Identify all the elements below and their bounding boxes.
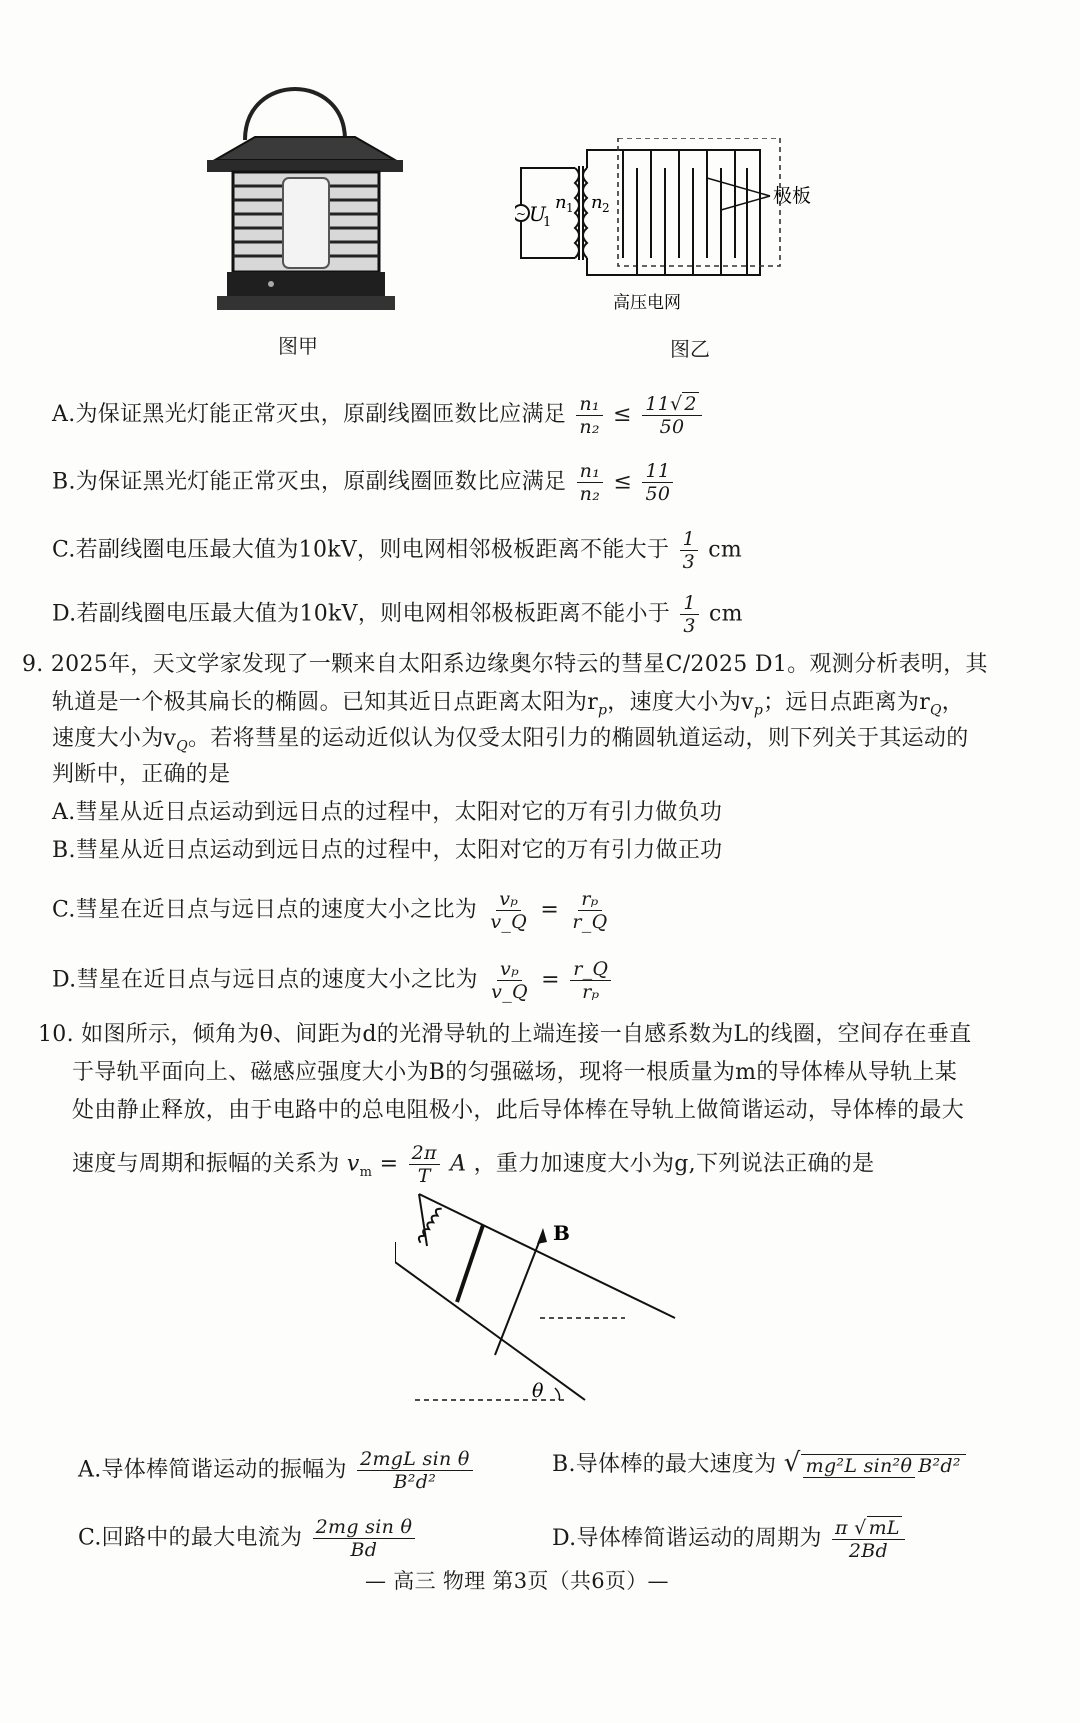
q9-stem-line4: 判断中，正确的是	[52, 762, 231, 787]
grid-label: 高压电网	[613, 293, 681, 313]
q10-stem-line3: 处由静止释放，由于电路中的总电阻极小，此后导体棒在导轨上做简谐运动，导体棒的最大	[72, 1098, 965, 1123]
q10-stem-line1: 10. 如图所示，倾角为θ、间距为d的光滑导轨的上端连接一自感系数为L的线圈，空间存在垂直	[38, 1022, 972, 1047]
n2-label: n	[591, 192, 603, 213]
q10-option-a: A.导体棒简谐运动的振幅为 $\frac{\text{2mgL sin θ}}{\text{B²d²}}$	[78, 1448, 476, 1493]
q10-stem-line4: 速度与周期和振幅的关系为 $v_m$ = $\frac{2\pi}{T}$ A ，重力加速度大小为g,下列说法正确的是	[72, 1142, 875, 1187]
rails-figure	[395, 1190, 685, 1415]
page-footer: — 高三 物理 第3页（共6页）—	[365, 1569, 669, 1593]
q10-option-b: B.导体棒的最大速度为 √ mg²L sin²θ B²d²	[552, 1448, 969, 1480]
u1-label: U	[529, 202, 546, 226]
q9-option-b: B.彗星从近日点运动到远日点的过程中，太阳对它的万有引力做正功	[52, 838, 723, 863]
q8-option-b: B.为保证黑光灯能正常灭虫，原副线圈匝数比应满足 $\frac{\text{n₁}}{\text{n₂}}$ ≤ $\frac{11}{50}$	[52, 460, 676, 505]
circuit-figure	[515, 138, 875, 318]
svg-text:~: ~	[516, 207, 527, 221]
svg-text:1: 1	[543, 215, 552, 230]
q9-option-a: A.彗星从近日点运动到远日点的过程中，太阳对它的万有引力做负功	[52, 800, 723, 825]
q9-stem-line1: 9. 2025年，天文学家发现了一颗来自太阳系边缘奥尔特云的彗星C/2025 D1。观测分析表明，其	[22, 652, 988, 677]
q9-option-c: C.彗星在近日点与远日点的速度大小之比为 $\frac{\text{vₚ}}{v\_Q}$ = $\frac{\text{rₚ}}{r\_Q}$	[52, 888, 608, 933]
q9-stem-line2: 轨道是一个极其扁长的椭圆。已知其近日点距离太阳为$r_p$，速度大小为$v_p$；远日点距离为$r_Q$，	[52, 690, 965, 719]
lamp-figure	[195, 82, 415, 317]
svg-text:1: 1	[566, 201, 574, 215]
theta-label: θ	[532, 1380, 544, 1402]
q10-stem-line2: 于导轨平面向上、磁感应强度大小为B的匀强磁场，现将一根质量为m的导体棒从导轨上某	[72, 1060, 958, 1085]
b-field-label: B	[553, 1221, 570, 1245]
figure-jia-caption: 图甲	[278, 334, 318, 358]
n1-label: n	[555, 192, 567, 213]
plate-label: 极板	[773, 185, 812, 207]
q10-option-d: D.导体棒简谐运动的周期为 $\frac{\pi √ mL}{2Bd}$	[552, 1516, 908, 1562]
q8-option-d: D.若副线圈电压最大值为10kV，则电网相邻极板距离不能小于 $\frac{1}{3}$ cm	[52, 592, 743, 637]
figure-yi-caption: 图乙	[670, 337, 710, 361]
q8-option-a: A.为保证黑光灯能正常灭虫，原副线圈匝数比应满足 $\frac{\text{n₁}}{\text{n₂}}$ ≤ $\frac{11√ 2}{50}$	[52, 392, 705, 438]
q10-option-c: C.回路中的最大电流为 $\frac{\text{2mg sin θ}}{Bd}$	[78, 1516, 418, 1561]
svg-text:2: 2	[602, 201, 610, 215]
q9-stem-line3: 速度大小为$v_Q$。若将彗星的运动近似认为仅受太阳引力的椭圆轨道运动，则下列关于其运动的	[52, 726, 969, 755]
q8-option-c: C.若副线圈电压最大值为10kV，则电网相邻极板距离不能大于 $\frac{1}{3}$ cm	[52, 528, 743, 573]
q9-option-d: D.彗星在近日点与远日点的速度大小之比为 $\frac{\text{vₚ}}{v\_Q}$ = $\frac{r\_Q}{\text{rₚ}}$	[52, 958, 614, 1003]
